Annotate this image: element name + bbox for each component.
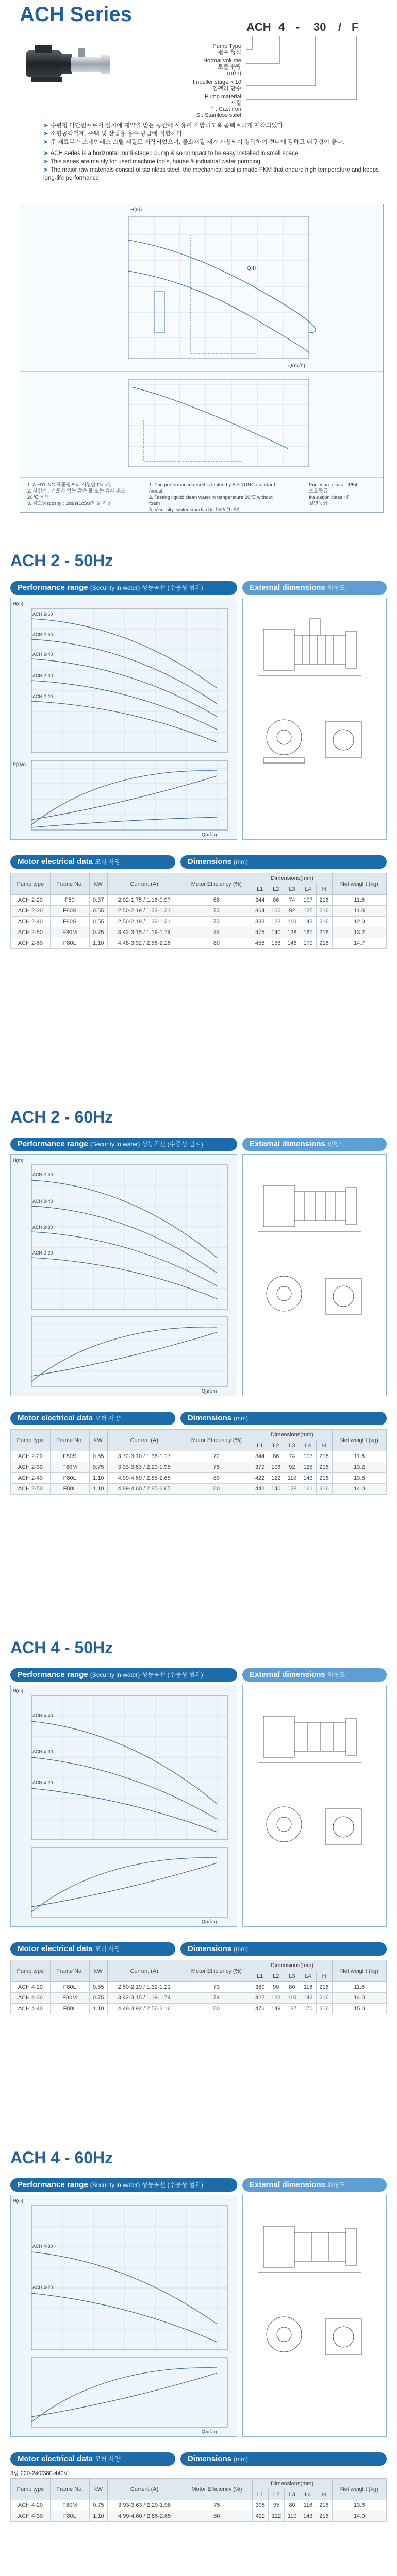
legend-impeller-stage: Impeller stage × 10 임펠러 단수 — [193, 79, 241, 92]
model-code: ACH 4 - 30 / F — [246, 21, 359, 33]
curve-label-3: ACH 4-20 — [32, 1780, 53, 1785]
section-ach2-60hz — [0, 1108, 397, 1623]
pump-drawing — [243, 1685, 386, 1926]
table-row: ACH 2-40 F80S 0.55 2.50-2.19 / 1.32-1.21 73 383 122 110 143 216 12.0 — [11, 917, 387, 927]
bullet-kr-3: ➤ 주 재료부가 스테인레스 스틸 재질로 제작되었으며, 물소재질 재가 사용되어 강력하여 견디에 강하고 내구성이 좋다. — [43, 139, 344, 145]
notes-kr: 1. A-HYUNG 표준펌프의 시험만 Data임. 2. 시험액 : 기포가 없는 맑은 물 또는 유사 온도 20℃ 용액 3. 점도Viscosity : 1㎟/s(1cSt)인 물 기준 — [27, 482, 126, 506]
section-title: ACH 2 - 50Hz — [10, 551, 113, 570]
table-row: ACH 4-40 F80L 1.10 4.48-3.92 / 2.56-2.16 80 476 149 137 170 216 15.0 — [11, 2004, 387, 2014]
legend-pump-type: Pump Type 펌프 형식 — [212, 43, 241, 56]
curve-label-3: ACH 2-30 — [32, 1225, 53, 1230]
voltage-label: 3상 220-240/380-440V — [10, 2470, 68, 2477]
curve-label-4: ACH 2-20 — [32, 1250, 53, 1256]
spec-table: Pump type Frame No. kW Current (A) Motor Efficiency (%) Dimensions(mm) Net weight (kg) L1 L2 L3 L4 H ACH 4-20 F80M 0.75 3.93-3.63 / 2.29-1.98 75 395 95 80 116 216 13.6 ACH 4-30 F80L 1.10 4.99-4.60 / 2.85-2.65 80 422 122 110 143 216 14.0 — [10, 2478, 387, 2522]
table-row: ACH 4-30 F80M 0.75 3.42-3.15 / 1.19-1.74 74 422 122 110 143 216 14.0 — [11, 1993, 387, 2004]
table-row: ACH 2-60 F80L 1.10 4.48-3.92 / 2.56-2.16 80 458 158 146 179 216 14.7 — [11, 938, 387, 949]
overview-qh-label: Q-H — [247, 266, 257, 272]
table-row: ACH 2-20 F80S 0.55 3.72-3.10 / 1.36-1.17 72 344 86 74 107 216 11.6 — [11, 1451, 387, 1462]
motor-data-tag: Motor electrical data 모터 사양 — [10, 1412, 175, 1425]
performance-range-tag: Performance range (Security in water) 성능곡선 (수중성 범위) — [10, 1138, 237, 1151]
pump-image — [21, 41, 119, 98]
curve-label-2: ACH 4-30 — [32, 1749, 53, 1754]
table-row: ACH 4-20 F80M 0.75 3.93-3.63 / 2.29-1.98 75 395 95 80 116 216 13.6 — [11, 2500, 387, 2511]
motor-data-tag: Motor electrical data 모터 사양 — [10, 1942, 175, 1956]
spec-table: Pump type Frame No. kW Current (A) Motor Efficiency (%) Dimensions(mm) Net weight (kg) L1 L2 L3 L4 H ACH 4-20 F80L 0.55 2.50-2.19 / 1.32-1.21 73 380 90 80 116 216 11.6 ACH 4-30 F80M 0.75 3.42-3.15 / 1.19-1.74 74 422 122 110 143 216 14.0 ACH 4-40 F80L 1.10 4.48-3.92 / 2.56-2.16 80 476 149 137 170 216 15.0 — [10, 1960, 387, 2014]
curve-label-2: ACH 4-20 — [32, 2285, 53, 2290]
pump-drawing — [243, 1155, 386, 1396]
dimensions-tag: Dimensions (mm) — [180, 855, 387, 869]
external-dimensions-tag: External dimensions 외형도 — [242, 1668, 387, 1682]
head-axis-label: H(m) — [13, 2198, 23, 2204]
performance-range-tag: Performance range (Security in water) 성능곡선 (수중성 범위) — [10, 581, 237, 595]
model-code-legend-lines — [242, 34, 387, 111]
bullet-en-2: ➤ This series are mainly for used machine tools, house & industrial water pumping. — [43, 159, 262, 165]
bullet-en-1: ➤ ACH series is a horizontal multi-staged pump & so compact to be easy installed in small space. — [43, 150, 300, 157]
performance-range-tag: Performance range (Security in water) 성능곡선 (수중성 범위) — [10, 1668, 237, 1682]
spec-table: Pump type Frame No. kW Current (A) Motor Efficiency (%) Dimensions(mm) Net weight (kg) L1 L2 L3 L4 H ACH 2-20 F80S 0.55 3.72-3.10 / 1.36-1.17 72 344 86 74 107 216 11.6 ACH 2-30 F80M 0.75 3.93-3.63 / 2.29-1.98 75 379 106 92 125 216 13.2 ACH 2-40 F80L 1.10 4.99-4.60 / 2.85-2.65 80 422 122 110 143 216 13.8 ACH 2-50 F80L 1.10 4.89-4.60 / 2.85-2.65 80 442 140 128 161 216 14.0 — [10, 1429, 387, 1495]
notes-en: 1. The performance result is tested by A-HYUNG standard model. 2. Testing liquid: clean water in temperature 20℃ without foam 3. Viscosity: water standard is 1㎟/s(1cSt) — [149, 482, 275, 513]
curve-label-2: ACH 2-40 — [32, 1199, 53, 1204]
bullet-en-3: ➤ The major raw materials consist of stainless steel, the mechanical seal is made FKM that endure high temperature and keeps long-life performance. — [43, 167, 379, 181]
external-dimensions-drawing — [242, 2195, 387, 2437]
external-dimensions-drawing — [242, 1685, 387, 1927]
table-row: ACH 2-50 F80M 0.75 3.42-3.15 / 1.19-1.74 74 475 140 128 161 216 13.2 — [11, 927, 387, 938]
curve-label-1: ACH 4-40 — [32, 1713, 53, 1718]
table-row: ACH 2-50 F80L 1.10 4.89-4.60 / 2.85-2.65 80 442 140 128 161 216 14.0 — [11, 1484, 387, 1495]
table-row: ACH 2-30 F80M 0.75 3.93-3.63 / 2.29-1.98 75 379 106 92 125 216 13.2 — [11, 1462, 387, 1473]
external-dimensions-drawing — [242, 1154, 387, 1396]
external-dimensions-tag: External dimensions 외형도 — [242, 581, 387, 595]
overview-head-axis: H(m) — [130, 207, 142, 213]
legend-pump-material: Pump material 재질 F : Cast iron S : Stainless steel — [196, 94, 241, 118]
curve-label-3: ACH 2-40 — [32, 652, 53, 657]
dimensions-tag: Dimensions (mm) — [180, 2452, 387, 2466]
external-dimensions-tag: External dimensions 외형도 — [242, 2178, 387, 2192]
overview-curves — [20, 204, 383, 512]
bullet-kr-2: ➤ 소형공작기계, 주택 및 산업용 용수 공급에 적합하다. — [43, 131, 184, 137]
feature-bullets — [43, 122, 384, 182]
curve-label-1: ACH 4-30 — [32, 2244, 53, 2249]
external-dimensions-tag: External dimensions 외형도 — [242, 1138, 387, 1151]
curve-label-1: ACH 2-50 — [32, 1172, 53, 1177]
power-axis-label: P(kW) — [13, 762, 26, 767]
overview-graph-box — [20, 204, 384, 513]
pump-drawing — [243, 598, 386, 839]
performance-range-tag: Performance range (Security in water) 성능곡선 (수중성 범위) — [10, 2178, 237, 2192]
spec-table: Pump type Frame No. kW Current (A) Motor Efficiency (%) Dimensions(mm) Net weight (kg) L1 L2 L3 L4 H ACH 2-20 F80 0.37 2.02-1.75 / 1.16-0.97 68 344 86 74 107 216 11.6 ACH 2-30 F80S 0.55 2.50-2.19 / 1.32-1.21 73 364 106 92 125 216 11.8 ACH 2-40 F80S 0.55 2.50-2.19 / 1.32-1.21 73 383 122 110 143 216 12.0 ACH 2-50 F80M 0.75 3.42-3.15 / 1.19-1.74 74 475 140 128 161 216 13.2 ACH 2-60 F80L 1.10 4.48-3.92 / 2.56-2.16 80 458 158 146 179 216 14.7 — [10, 873, 387, 949]
performance-graph — [10, 1685, 237, 1927]
table-row: ACH 4-30 F80L 1.10 4.99-4.60 / 2.85-2.65 80 422 122 110 143 216 14.0 — [11, 2511, 387, 2522]
table-row: ACH 2-30 F80S 0.55 2.50-2.19 / 1.32-1.21 73 364 106 92 125 216 11.8 — [11, 906, 387, 917]
section-title: ACH 4 - 60Hz — [10, 2148, 113, 2167]
curve-label-4: ACH 2-30 — [32, 673, 53, 679]
flow-axis-label: Q(㎥/h) — [202, 1388, 217, 1394]
flow-axis-label: Q(㎥/h) — [202, 1919, 217, 1924]
section-ach4-50hz — [0, 1638, 397, 2133]
section-title: ACH 4 - 50Hz — [10, 1638, 113, 1657]
table-row: ACH 4-20 F80L 0.55 2.50-2.19 / 1.32-1.21 73 380 90 80 116 216 11.6 — [11, 1982, 387, 1993]
curve-label-1: ACH 2-60 — [32, 612, 53, 617]
section-title: ACH 2 - 60Hz — [10, 1108, 113, 1126]
motor-data-tag: Motor electrical data 모터 사양 — [10, 855, 175, 869]
performance-graph — [10, 2195, 237, 2437]
bullet-kr-1: ➤ 수평형 다단펌프로서 설치에 제약을 받는 공간에 사용이 적합하도록 콤팩트하게 제작되었다. — [43, 123, 285, 129]
performance-graph — [10, 598, 237, 840]
legend-normal-volume: Normal volume 토출 유량 (㎥/h) — [203, 58, 241, 76]
table-row: ACH 2-20 F80 0.37 2.02-1.75 / 1.16-0.97 68 344 86 74 107 216 11.6 — [11, 895, 387, 906]
head-axis-label: H(m) — [13, 1158, 23, 1163]
dimensions-tag: Dimensions (mm) — [180, 1412, 387, 1425]
curve-label-2: ACH 2-50 — [32, 632, 53, 637]
section-ach2-50hz — [0, 551, 397, 1092]
pump-drawing — [243, 2195, 386, 2436]
motor-data-tag: Motor electrical data 모터 사양 — [10, 2452, 175, 2466]
notes-enclosure: Enclosure class : IP54 보호등급 Insulation class : F 절연등급 — [309, 482, 357, 506]
head-axis-label: H(m) — [13, 601, 23, 606]
overview-flow-axis: Q(㎥/h) — [288, 363, 305, 369]
external-dimensions-drawing — [242, 598, 387, 840]
head-axis-label: H(m) — [13, 1688, 23, 1693]
flow-axis-label: Q(㎥/h) — [202, 832, 217, 837]
flow-axis-label: Q(㎥/h) — [202, 2429, 217, 2434]
series-title: ACH Series — [20, 3, 132, 26]
section-ach4-60hz — [0, 2148, 397, 2576]
table-row: ACH 2-40 F80L 1.10 4.99-4.60 / 2.85-2.65 80 422 122 110 143 216 13.8 — [11, 1473, 387, 1484]
curve-label-5: ACH 2-20 — [32, 694, 53, 699]
dimensions-tag: Dimensions (mm) — [180, 1942, 387, 1956]
performance-graph — [10, 1154, 237, 1396]
